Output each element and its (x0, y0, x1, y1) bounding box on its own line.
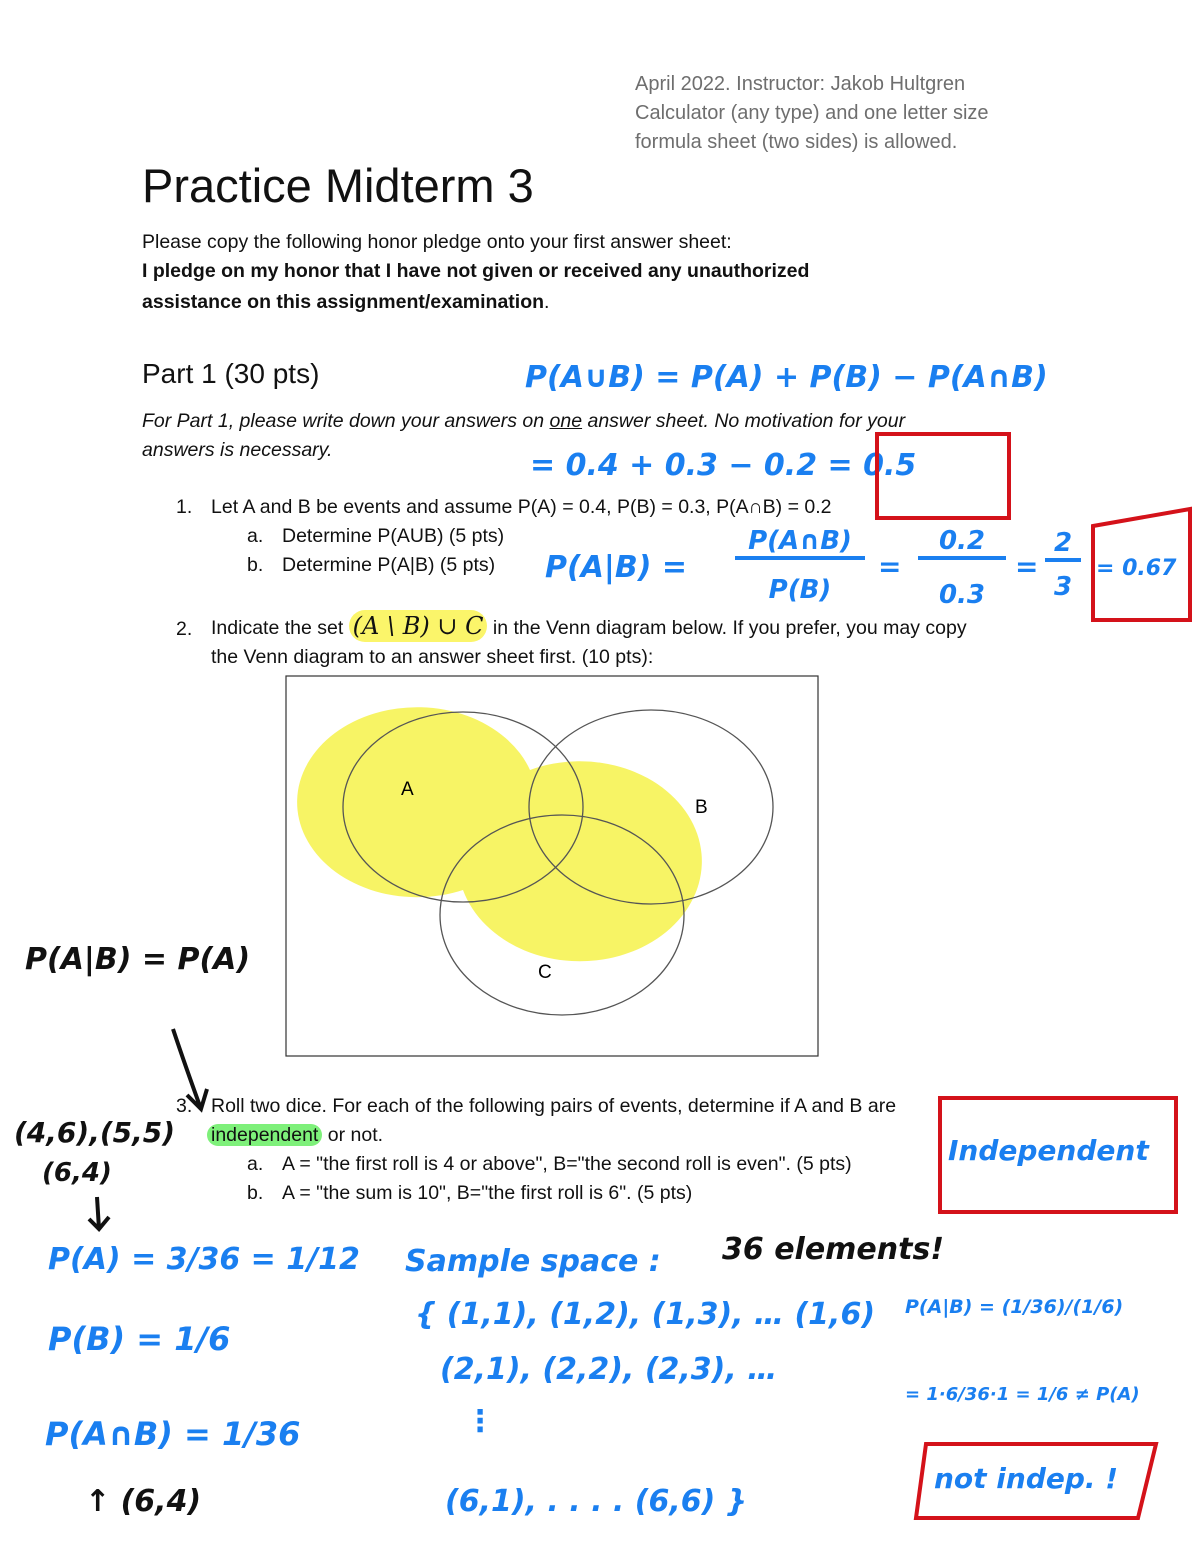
independence-definition: P(A|B) = P(A) (25, 942, 251, 977)
pledge-line-1: I pledge on my honor that I have not given or received any unauthorized (142, 260, 810, 282)
pledge-intro: Please copy the following honor pledge onto your first answer sheet: (142, 231, 732, 253)
q1a-text: Determine P(AUB) (5 pts) (282, 525, 505, 547)
q2-number: 2. (176, 618, 193, 640)
sample-space-row-2: (2,1), (2,2), (2,3), … (440, 1352, 778, 1387)
header-info (635, 70, 989, 157)
label-c: C (538, 962, 552, 983)
q1a-label: a. (247, 525, 264, 547)
answer-box-union (875, 432, 1011, 520)
prob-a: P(A) = 3/36 = 1/12 (48, 1242, 360, 1277)
q2-set-expression: (A \ B) ∪ C (349, 610, 488, 642)
q2-line-2: the Venn diagram to an answer sheet first. (10 pts): (211, 646, 654, 668)
q1-text: Let A and B be events and assume P(A) = 0.4, P(B) = 0.3, P(A∩B) = 0.2 (211, 496, 832, 518)
header-line: formula sheet (two sides) is allowed. (635, 131, 958, 153)
prob-a-and-b: P(A∩B) = 1/36 (45, 1415, 301, 1453)
q2-text (211, 612, 967, 640)
union-calc: = 0.4 + 0.3 − 0.2 = 0.5 (530, 448, 917, 483)
cond-denominator: P(B) (768, 575, 832, 605)
cond-num-2: 0.2 (918, 526, 1006, 560)
prob-a-and-b-note: ↑ (6,4) (85, 1484, 202, 1519)
cond-num-3: 2 (1045, 528, 1081, 562)
sample-space-row-last: (6,1), . . . . (6,6) } (445, 1484, 748, 1519)
q1b-text: Determine P(A|B) (5 pts) (282, 554, 496, 576)
cond-prob-b-calc: = 1·6/36·1 = 1/6 ≠ P(A) (905, 1384, 1140, 1405)
cond-den-2: 0.3 (938, 580, 986, 610)
independent-highlight: independent (207, 1124, 322, 1146)
q1-number: 1. (176, 496, 193, 518)
cond-prob-b: P(A|B) = (1/36)/(1/6) (905, 1296, 1124, 1318)
not-independent-answer: not indep. ! (934, 1462, 1119, 1495)
part1-instructions (142, 410, 905, 433)
instr-a: For Part 1, please write down your answers on (142, 410, 550, 432)
q3b-label: b. (247, 1182, 264, 1204)
page-title: Practice Midterm 3 (142, 159, 534, 212)
arrow-down-icon (165, 1025, 215, 1115)
q3-line-2 (207, 1124, 383, 1147)
q3-line-2-rest: or not. (322, 1124, 384, 1146)
sample-space-title: Sample space : (405, 1244, 661, 1279)
header-line: Calculator (any type) and one letter size (635, 102, 989, 124)
instr-underlined: one (549, 410, 583, 432)
independent-answer: Independent (948, 1134, 1149, 1167)
sample-space-row-1: { (1,1), (1,2), (1,3), … (1,6) (415, 1297, 876, 1332)
venn-diagram (285, 675, 820, 1058)
cond-lhs: P(A|B) = (545, 550, 688, 585)
pledge-line-2 (142, 291, 549, 314)
q1b-label: b. (247, 554, 264, 576)
pairs-line-2: (6,4) (42, 1158, 112, 1188)
q3-number: 3. (176, 1095, 193, 1117)
pledge-line-2-text: assistance on this assignment/examination (142, 291, 545, 313)
header-line: April 2022. Instructor: Jakob Hultgren (635, 73, 966, 95)
q2-pre: Indicate the set (211, 617, 349, 639)
q3-text: Roll two dice. For each of the following pairs of events, determine if A and B are (211, 1095, 897, 1117)
pledge-period: . (544, 291, 550, 313)
cond-result: = 0.67 (1096, 556, 1177, 581)
union-formula: P(A∪B) = P(A) + P(B) − P(A∩B) (525, 360, 1048, 395)
cond-eq-2: = (1015, 550, 1039, 583)
cond-numerator: P(A∩B) (735, 526, 865, 560)
q3a-label: a. (247, 1153, 264, 1175)
label-a: A (401, 779, 414, 800)
part1-instructions-2: answers is necessary. (142, 439, 333, 461)
cond-den-3: 3 (1053, 572, 1073, 602)
label-b: B (695, 797, 708, 818)
sample-space-ellipsis: ⋮ (465, 1404, 495, 1439)
q3a-text: A = "the first roll is 4 or above", B="the second roll is even". (5 pts) (282, 1153, 852, 1175)
prob-b: P(B) = 1/6 (48, 1320, 231, 1358)
pairs-line-1: (4,6),(5,5) (14, 1116, 176, 1149)
part1-heading: Part 1 (30 pts) (142, 358, 320, 389)
instr-b: answer sheet. No motivation for your (582, 410, 906, 432)
q3b-text: A = "the sum is 10", B="the first roll is 6". (5 pts) (282, 1182, 693, 1204)
answer-box-cond (1090, 506, 1195, 624)
cond-eq-1: = (878, 550, 902, 583)
q2-post: in the Venn diagram below. If you prefer, you may copy (487, 617, 967, 639)
element-count: 36 elements! (722, 1232, 945, 1267)
arrow-down-small-icon (85, 1195, 115, 1235)
